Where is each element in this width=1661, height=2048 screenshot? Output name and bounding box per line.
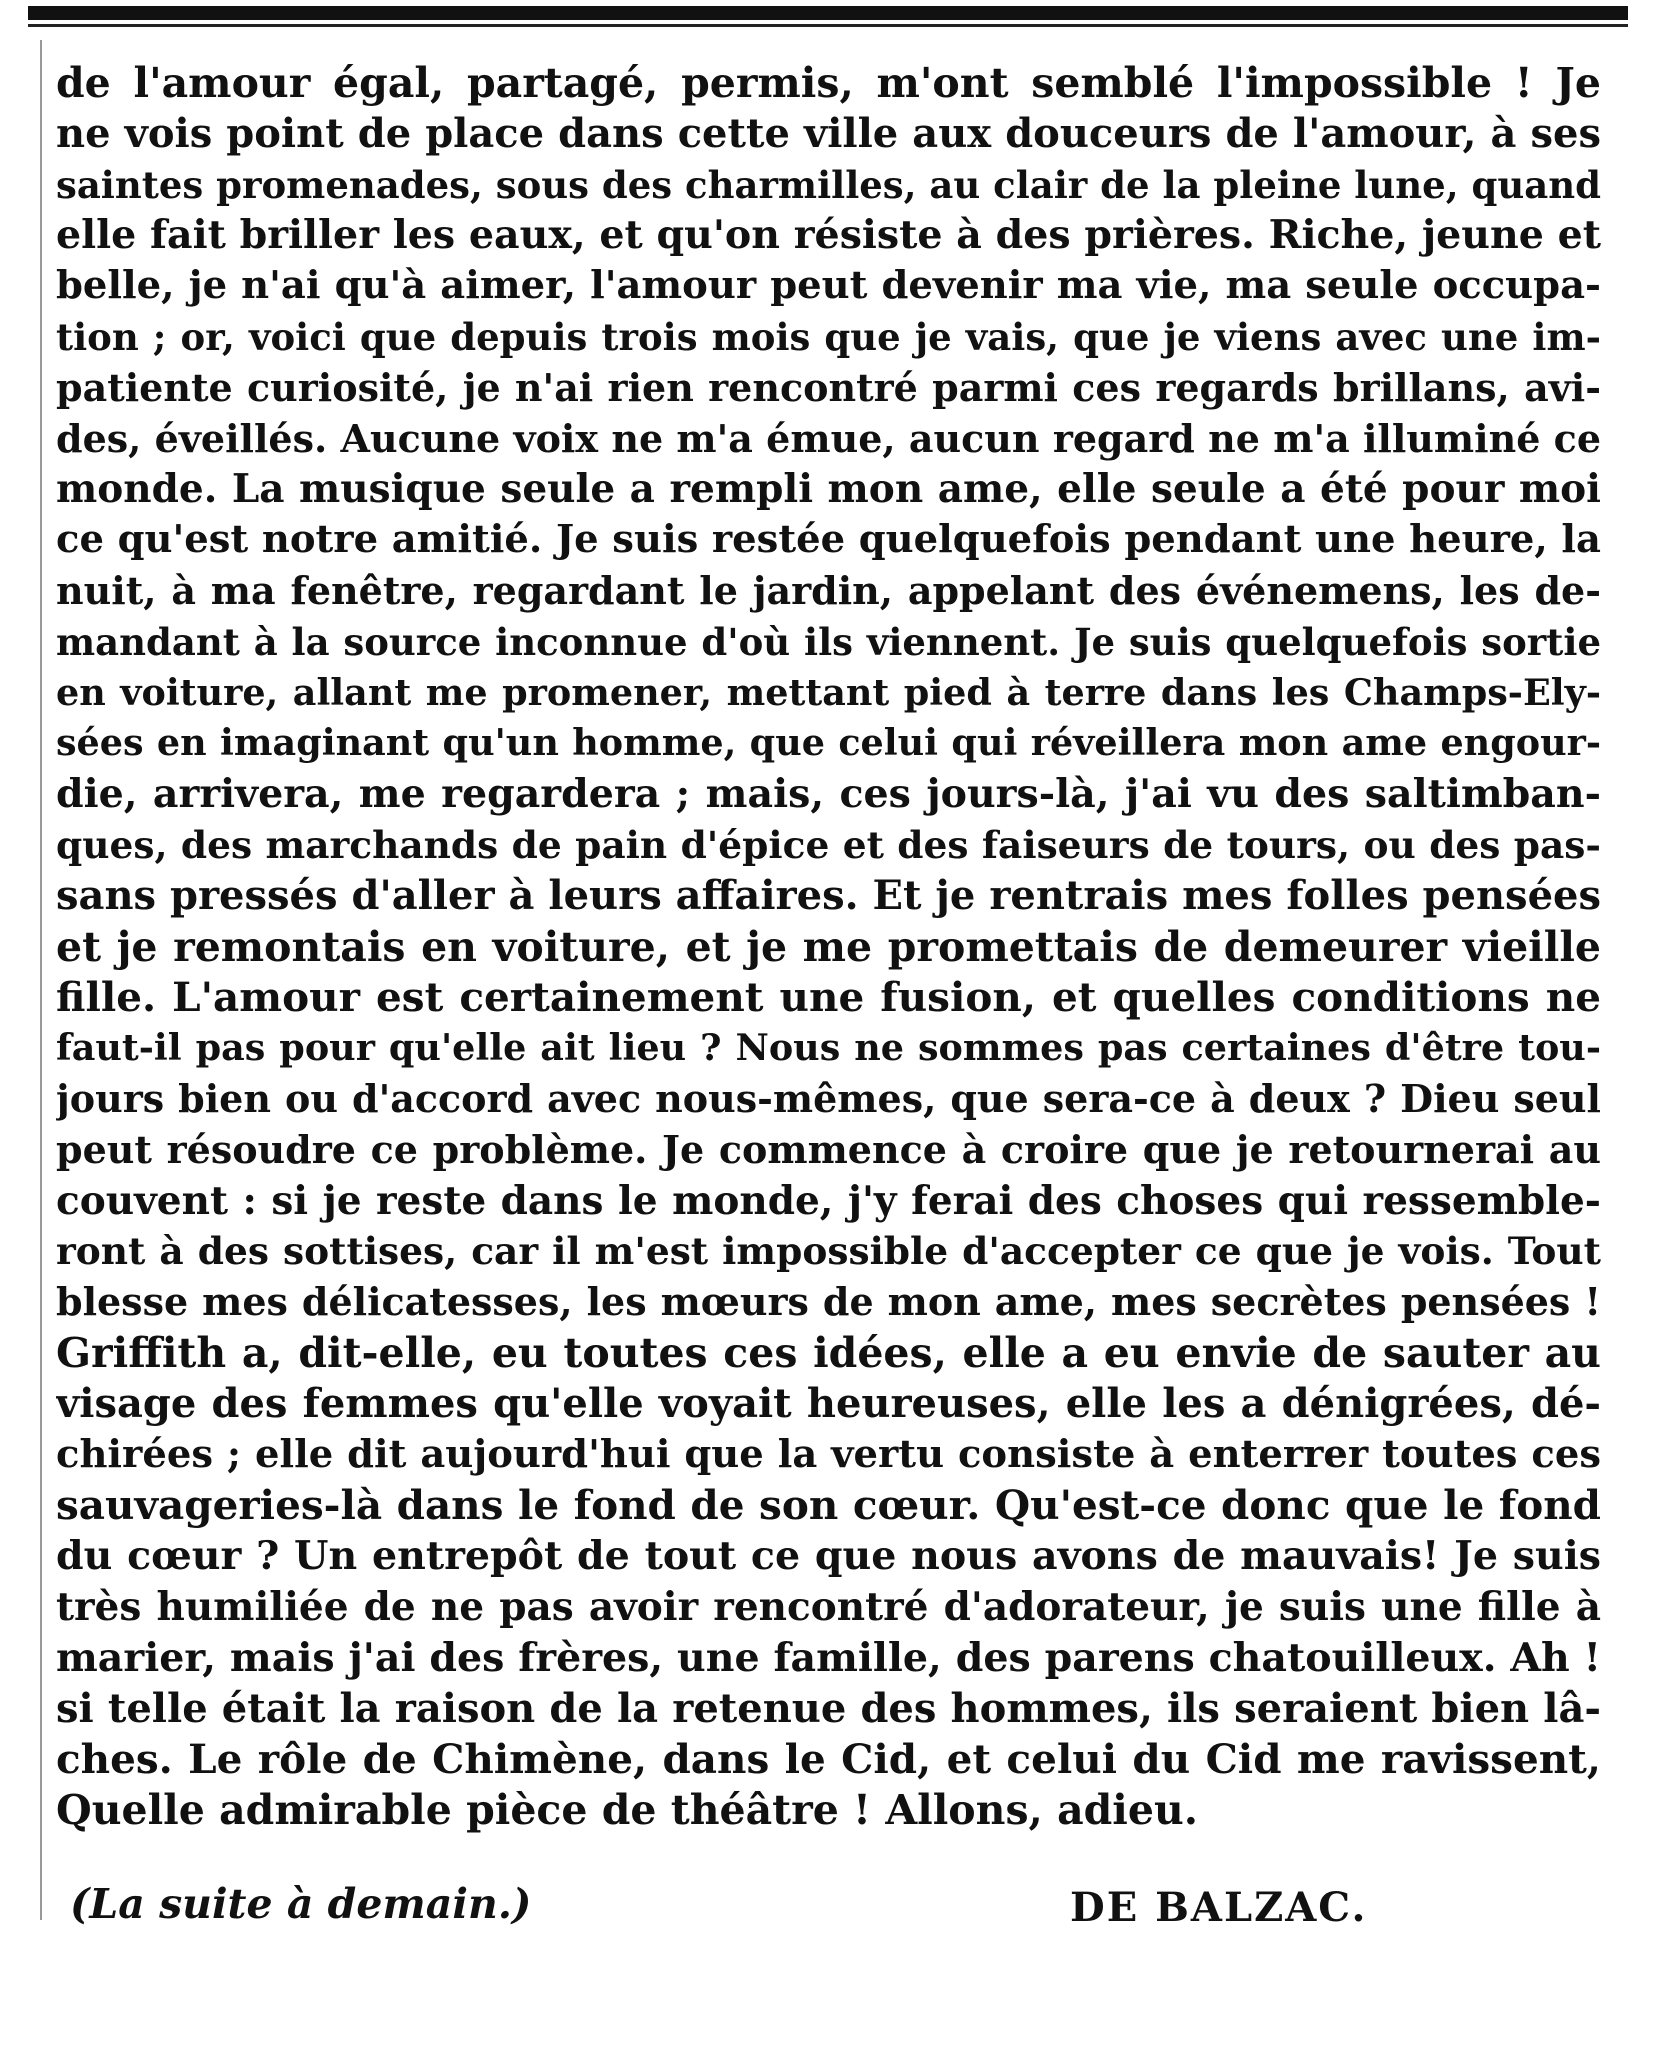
text-line: peut résoudre ce problème. Je commence à croire que je retournerai au [56, 1126, 1601, 1172]
text-line: visage des femmes qu'elle voyait heureuses, elle les a dénigrées, dé- [56, 1379, 1601, 1427]
top-rule [28, 6, 1628, 20]
text-line: sans pressés d'aller à leurs affaires. Et je rentrais mes folles pensées [56, 871, 1601, 919]
text-line: sauvageries-là dans le fond de son cœur. Qu'est-ce donc que le fond [56, 1481, 1601, 1530]
text-line: mandant à la source inconnue d'où ils viennent. Je suis quelquefois sortie [56, 619, 1601, 664]
text-line: ront à des sottises, car il m'est impossible d'accepter ce que je vois. Tout [56, 1229, 1601, 1274]
text-line: nuit, à ma fenêtre, regardant le jardin, appelant des événemens, les de- [56, 567, 1601, 613]
text-line: ne vois point de place dans cette ville aux douceurs de l'amour, à ses [56, 109, 1601, 157]
text-line: belle, je n'ai qu'à aimer, l'amour peut devenir ma vie, ma seule occupa- [56, 263, 1601, 309]
text-line: en voiture, allant me promener, mettant pied à terre dans les Champs-Ely- [56, 670, 1601, 714]
text-line: patiente curiosité, je n'ai rien rencontré parmi ces regards brillans, avi- [56, 364, 1601, 410]
article-column [56, 58, 1601, 1836]
text-line: marier, mais j'ai des frères, une famille, des parens chatouilleux. Ah ! [56, 1634, 1601, 1681]
text-line: faut-il pas pour qu'elle ait lieu ? Nous ne sommes pas certaines d'être tou- [56, 1026, 1601, 1070]
text-line: die, arrivera, me regardera ; mais, ces jours-là, j'ai vu des saltimban- [56, 771, 1601, 818]
top-rule-thin [28, 24, 1628, 27]
text-line: saintes promenades, sous des charmilles, au clair de la pleine lune, quand [56, 162, 1601, 207]
text-line: très humiliée de ne pas avoir rencontré d'adorateur, je suis une fille à [56, 1583, 1601, 1630]
text-line: si telle était la raison de la retenue des hommes, ils seraient bien lâ- [56, 1684, 1601, 1732]
text-line: couvent : si je reste dans le monde, j'y ferai des choses qui ressemble- [56, 1177, 1601, 1224]
text-line: du cœur ? Un entrepôt de tout ce que nous avons de mauvais! Je suis [56, 1533, 1601, 1580]
text-line: fille. L'amour est certainement une fusion, et quelles conditions ne [56, 973, 1601, 1022]
text-line: tion ; or, voici que depuis trois mois que je vais, que je viens avec une im- [56, 314, 1601, 359]
to-be-continued-note: (La suite à demain.) [70, 1880, 532, 1928]
text-line: de l'amour égal, partagé, permis, m'ont semblé l'impossible ! Je [56, 59, 1601, 107]
text-line: monde. La musique seule a rempli mon ame, elle seule a été pour moi [56, 466, 1601, 513]
text-line: jours bien ou d'accord avec nous-mêmes, que sera-ce à deux ? Dieu seul [56, 1075, 1601, 1121]
text-line: chirées ; elle dit aujourd'hui que la vertu consiste à enterrer toutes ces [56, 1431, 1601, 1477]
text-line: et je remontais en voiture, et je me promettais de demeurer vieille [56, 922, 1601, 971]
text-line: ce qu'est notre amitié. Je suis restée quelquefois pendant une heure, la [56, 517, 1601, 563]
text-line: des, éveillés. Aucune voix ne m'a émue, aucun regard ne m'a illuminé ce [56, 415, 1601, 461]
article-footer [60, 1880, 1600, 1950]
text-line: blesse mes délicatesses, les mœurs de mon ame, mes secrètes pensées ! [56, 1279, 1601, 1325]
text-line: sées en imaginant qu'un homme, que celui qui réveillera mon ame engour- [56, 721, 1601, 765]
text-line: ques, des marchands de pain d'épice et des faiseurs de tours, ou des pas- [56, 822, 1601, 867]
column-rule [40, 40, 42, 1920]
text-line: Griffith a, dit-elle, eu toutes ces idées, elle a eu envie de sauter au [56, 1328, 1601, 1377]
text-line: Quelle admirable pièce de théâtre ! Allons, adieu. [56, 1786, 1199, 1835]
text-line: elle fait briller les eaux, et qu'on résiste à des prières. Riche, jeune et [56, 212, 1601, 259]
author-signature: DE BALZAC. [1070, 1884, 1368, 1931]
text-line: ches. Le rôle de Chimène, dans le Cid, et celui du Cid me ravissent, [56, 1735, 1601, 1784]
